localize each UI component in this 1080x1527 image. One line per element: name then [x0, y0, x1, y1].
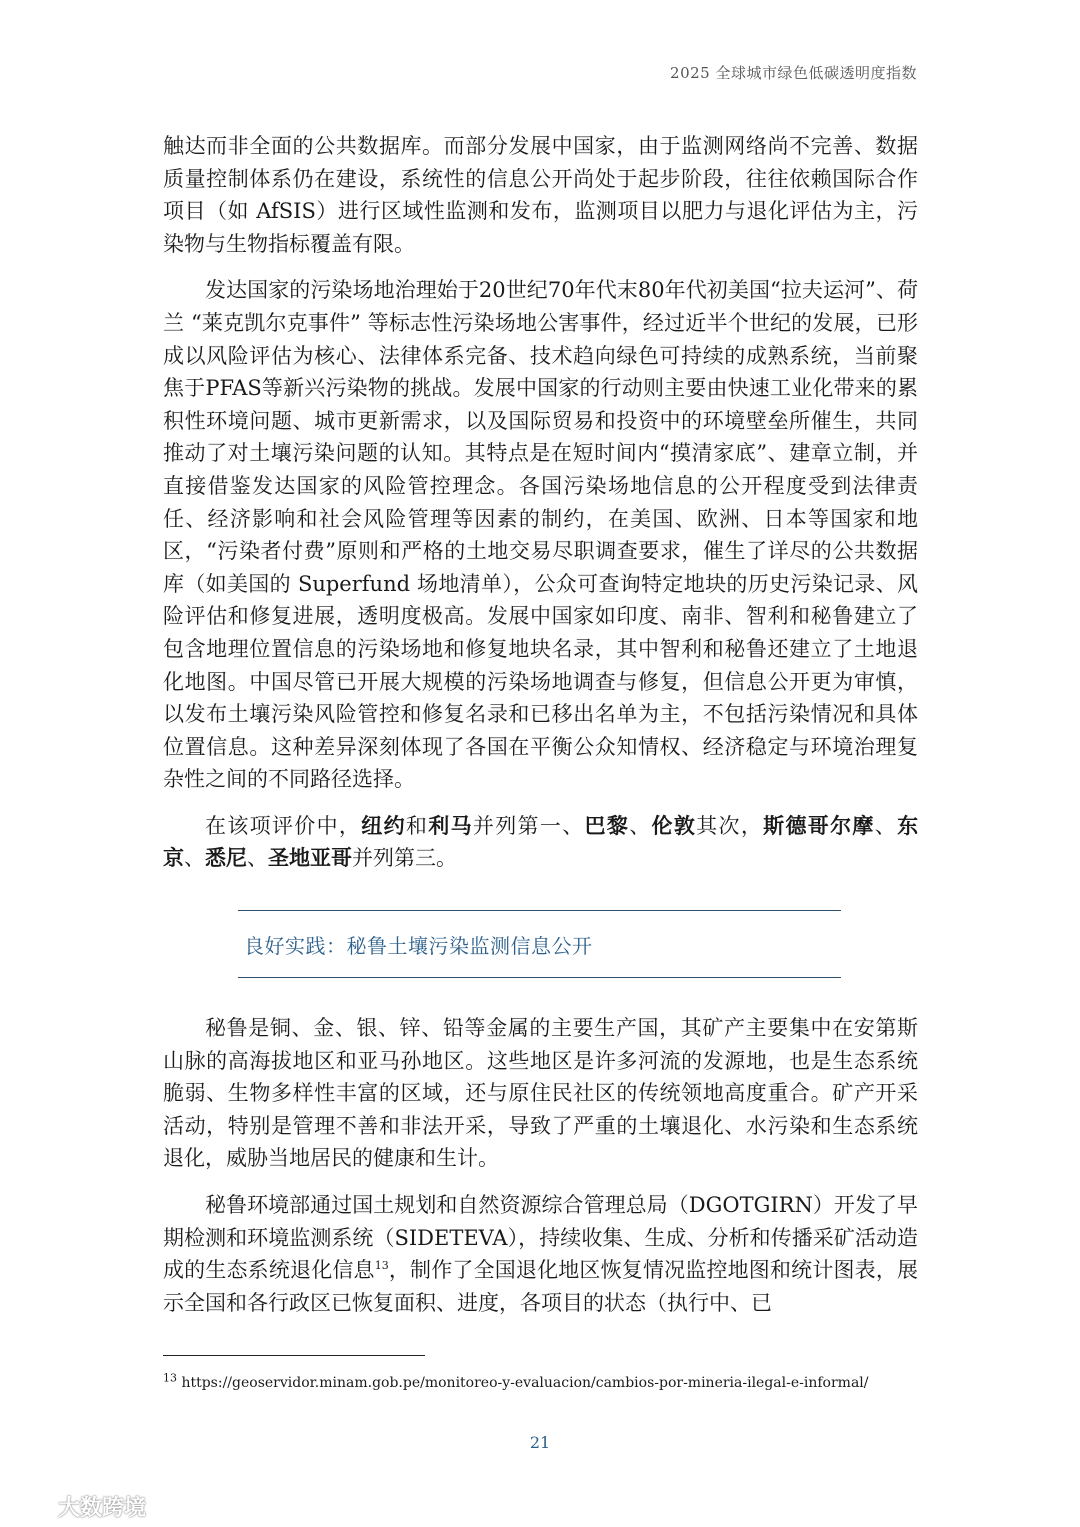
footnote: [163, 1371, 869, 1391]
watermark-text: 大数跨境: [58, 1496, 147, 1521]
city-new-york: 纽约: [361, 812, 406, 838]
case-body: [163, 1012, 918, 1319]
watermark: [12, 1491, 146, 1522]
footnote-separator: [163, 1355, 425, 1356]
main-body: [163, 130, 918, 875]
paragraph-continuation: 触达而非全面的公共数据库。而部分发展中国家，由于监测网络尚不完善、数据质量控制体系仍在建设，系统性的信息公开尚处于起步阶段，往往依赖国际合作项目（如 AfSIS）进行区域性监测和发布，监测项目以肥力与退化评估为主，污染物与生物指标覆盖有限。: [163, 134, 918, 256]
footnote-number: 13: [163, 1371, 177, 1385]
paragraph-peru-mining: 秘鲁是铜、金、银、锌、铅等金属的主要生产国，其矿产主要集中在安第斯山脉的高海拔地区和亚马孙地区。这些地区是许多河流的发源地，也是生态系统脆弱、生物多样性丰富的区域，还与原住民社区的传统领地高度重合。矿产开采活动，特别是管理不善和非法开采，导致了严重的土壤退化、水污染和生态系统退化，威胁当地居民的健康和生计。: [163, 1016, 918, 1171]
city-london: 伦敦: [651, 812, 697, 838]
city-paris: 巴黎: [584, 812, 630, 838]
running-header: 2025 全球城市绿色低碳透明度指数: [670, 64, 917, 82]
case-box-title: 良好实践：秘鲁土壤污染监测信息公开: [244, 934, 593, 958]
city-lima: 利马: [428, 812, 473, 838]
paragraph-ranking: 在该项评价中，纽约和利马并列第一、巴黎、伦敦其次，斯德哥尔摩、东京、悉尼、圣地亚哥并列第三。: [163, 812, 919, 871]
case-box-bottom-rule: [238, 977, 841, 978]
page-number: 21: [529, 1433, 551, 1452]
chat-bubble-logo-icon: [12, 1494, 52, 1520]
city-tokyo: 东京: [163, 812, 919, 871]
city-santiago: 圣地亚哥: [268, 845, 352, 871]
paragraph-peru-sideteva: 秘鲁环境部通过国土规划和自然资源综合管理总局（DGOTGIRN）开发了早期检测和环境监测系统（SIDETEVA），持续收集、生成、分析和传播采矿活动造成的生态系统退化信息$^{13}$，制作了全国退化地区恢复情况监控地图和统计图表，展示全国和各行政区已恢复面积、进度，各项目的状态（执行中、已: [163, 1192, 919, 1315]
paragraph-contaminated-sites: 发达国家的污染场地治理始于20世纪70年代末80年代初美国“拉夫运河”、荷兰 “莱克凯尔克事件” 等标志性污染场地公害事件，经过近半个世纪的发展，已形成以风险评估为核心、法律体系完备、技术趋向绿色可持续的成熟系统，当前聚焦于PFAS等新兴污染物的挑战。发展中国家的行动则主要由快速工业化带来的累积性环境问题、城市更新需求，以及国际贸易和投资中的环境壁垒所催生，共同推动了对土壤污染问题的认知。其特点是在短时间内“摸清家底”、建章立制，并直接借鉴发达国家的风险管控理念。各国污染场地信息的公开程度受到法律责任、经济影响和社会风险管理等因素的制约，在美国、欧洲、日本等国家和地区，“污染者付费”原则和严格的土地交易尽职调查要求，催生了详尽的公共数据库（如美国的 Superfund 场地清单），公众可查询特定地块的历史污染记录、风险评估和修复进展，透明度极高。发展中国家如印度、南非、智利和秘鲁建立了包含地理位置信息的污染场地和修复地块名录，其中智利和秘鲁还建立了土地退化地图。中国尽管已开展大规模的污染场地调查与修复，但信息公开更为审慎，以发布土壤污染风险管控和修复名录和已移出名单为主，不包括污染情况和具体位置信息。这种差异深刻体现了各国在平衡公众知情权、经济稳定与环境治理复杂性之间的不同路径选择。: [163, 278, 918, 792]
footnote-reference[interactable]: 13: [374, 1259, 389, 1273]
case-box-top-rule: [238, 910, 841, 911]
city-sydney: 悉尼: [205, 845, 247, 871]
city-stockholm: 斯德哥尔摩: [763, 812, 875, 838]
footnote-link[interactable]: https://geoservidor.minam.gob.pe/monitoreo-y-evaluacion/cambios-por-mineria-ilegal-e-informal/: [181, 1375, 869, 1391]
